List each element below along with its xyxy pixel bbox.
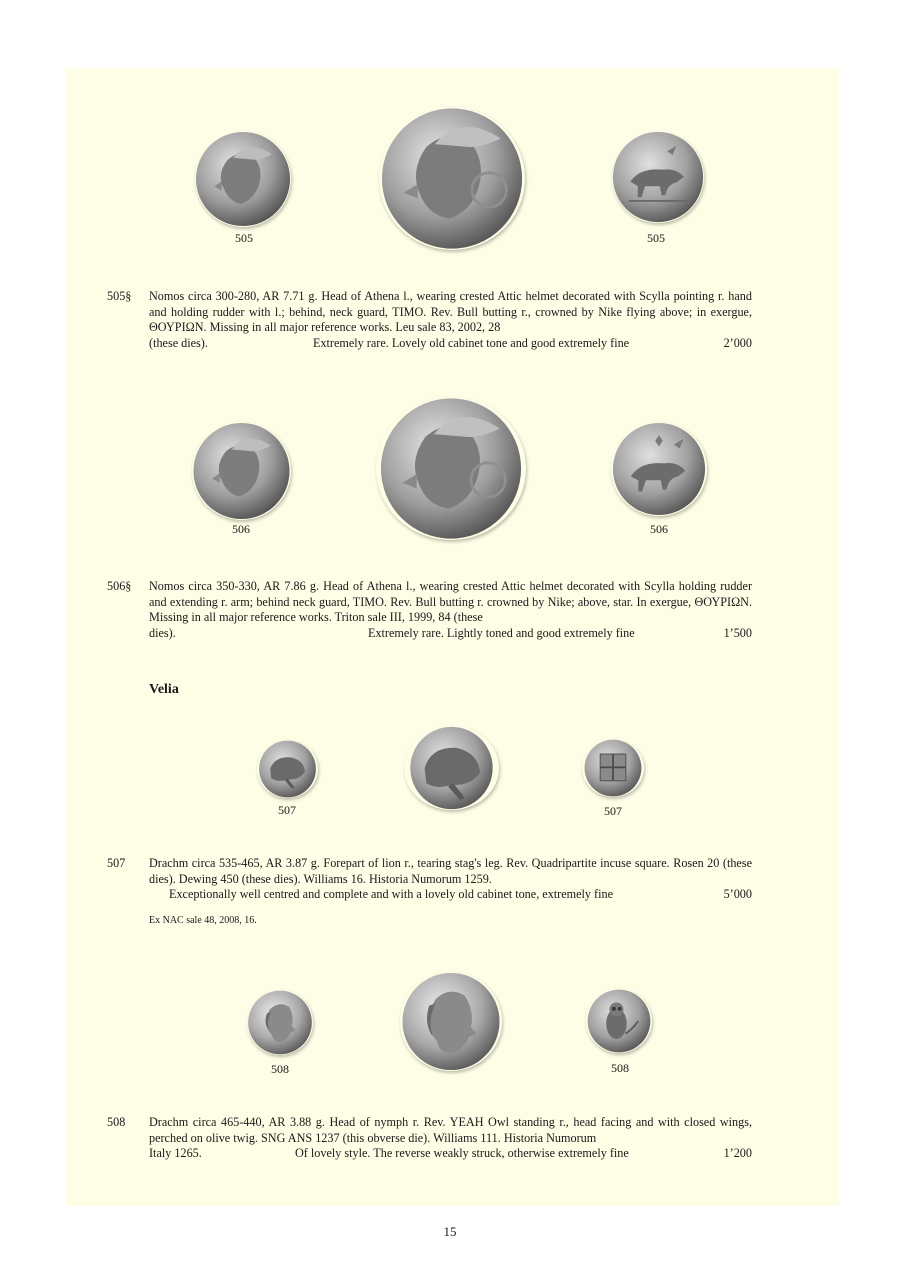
description-text: Nomos circa 350-330, AR 7.86 g. Head of Athena l., wearing crested Attic helmet decorated with Scylla holding rudder and extending r. arm; behind neck guard, TIMO. Rev. Bull butting r. crowned by Nike; above, star. In exergue, ΘΟΥΡΙΩΝ. Missing in all major reference works. Triton sale III, 1999, 84 (these xyxy=(149,579,752,625)
image-label: 505 xyxy=(235,231,253,245)
description-text: Drachm circa 465-440, AR 3.88 g. Head of nymph r. Rev. YEAH Owl standing r., head facing and with closed wings, perched on olive twig. SNG ANS 1237 (this obverse die). Williams 111. Historia Numorum xyxy=(149,1115,752,1145)
image-label: 506 xyxy=(650,522,668,536)
description-last-line: dies). xyxy=(149,625,176,640)
lot-number: 508 xyxy=(107,1115,126,1129)
reverse-bull-icon xyxy=(612,131,704,223)
grade-text: Of lovely style. The reverse weakly struck, otherwise extremely fine xyxy=(295,1146,629,1161)
image-label: 505 xyxy=(647,231,665,245)
lot-description xyxy=(149,1115,752,1162)
description-last-line: (these dies). xyxy=(149,335,208,350)
coin-506-obverse xyxy=(192,422,291,520)
description-text: Nomos circa 300-280, AR 7.71 g. Head of Athena l., wearing crested Attic helmet decorated with Scylla pointing r. hand and holding rudder with l.; behind, neck guard, TIMO. Rev. Bull butting r., crowned by Nike flying above; in exergue, ΘΟΥΡΙΩΝ. Missing in all major reference works. Leu sale 83, 2002, 28 xyxy=(149,289,752,335)
obverse-lion-forepart-icon xyxy=(257,740,318,798)
estimate-price: 2’000 xyxy=(723,335,752,350)
coin-507-obverse xyxy=(257,740,318,798)
obverse-nymph-head-icon xyxy=(247,990,313,1055)
lot-description xyxy=(149,579,752,641)
grade-text: Extremely rare. Lightly toned and good extremely fine xyxy=(368,625,635,640)
reverse-bull-icon xyxy=(611,422,707,516)
image-label: 508 xyxy=(271,1062,289,1076)
obverse-athena-head-icon xyxy=(192,422,291,520)
image-label: 507 xyxy=(278,803,296,817)
reverse-owl-icon xyxy=(586,989,652,1053)
coin-507-reverse xyxy=(582,739,644,797)
provenance-note: Ex NAC sale 48, 2008, 16. xyxy=(149,915,257,926)
coin-505-obverse-enlarged xyxy=(379,107,525,250)
coin-507-obverse-enlarged xyxy=(404,726,499,810)
obverse-lion-forepart-enlarged-icon xyxy=(404,726,499,810)
estimate-price: 1’200 xyxy=(723,1146,752,1161)
obverse-athena-head-enlarged-icon xyxy=(376,397,526,540)
lot-description xyxy=(149,856,752,903)
obverse-athena-head-icon xyxy=(195,131,291,227)
description-text: Drachm circa 535-465, AR 3.87 g. Forepart of lion r., tearing stag's leg. Rev. Quadripartite incuse square. Rosen 20 (these dies). Dewing 450 (these dies). Williams 16. Historia Numorum 1259. xyxy=(149,856,752,886)
estimate-price: 5’000 xyxy=(723,887,752,902)
coin-506-reverse xyxy=(611,422,707,516)
image-label: 506 xyxy=(232,522,250,536)
lot-number: 506§ xyxy=(107,579,132,593)
obverse-athena-head-enlarged-icon xyxy=(379,107,525,250)
lot-number: 507 xyxy=(107,856,126,870)
coin-505-reverse xyxy=(612,131,704,223)
image-label: 507 xyxy=(604,804,622,818)
coin-508-obverse xyxy=(247,990,313,1055)
lot-number: 505§ xyxy=(107,289,132,303)
coin-508-obverse-enlarged xyxy=(400,972,502,1071)
coin-506-obverse-enlarged xyxy=(376,397,526,540)
obverse-nymph-head-enlarged-icon xyxy=(400,972,502,1071)
coin-508-reverse xyxy=(586,989,652,1053)
page-number: 15 xyxy=(443,1224,457,1239)
description-last-line: Italy 1265. xyxy=(149,1146,202,1161)
estimate-price: 1’500 xyxy=(723,625,752,640)
grade-text: Extremely rare. Lovely old cabinet tone and good extremely fine xyxy=(313,335,630,350)
coin-505-obverse xyxy=(195,131,291,227)
reverse-incuse-square-icon xyxy=(582,739,644,797)
grade-text: Exceptionally well centred and complete and with a lovely old cabinet tone, extremely fine xyxy=(169,887,614,902)
image-label: 508 xyxy=(611,1061,629,1075)
section-title: Velia xyxy=(149,682,179,697)
lot-description xyxy=(149,289,752,351)
